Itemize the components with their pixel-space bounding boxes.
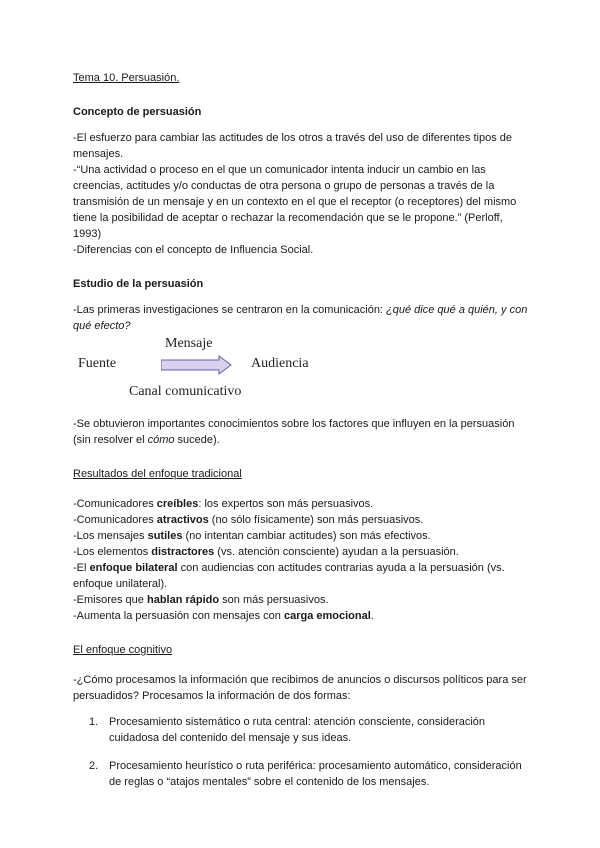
item-keyword: creíbles bbox=[156, 498, 199, 510]
item-text: : los expertos son más persuasivos. bbox=[198, 498, 374, 510]
estudio-2-before: -Se obtuvieron importantes conocimientos sobre los factores que influyen en la persuasión (sin resolver el bbox=[73, 418, 515, 446]
heading-cognitivo: El enfoque cognitivo bbox=[73, 644, 173, 656]
item-keyword: carga emocional bbox=[283, 610, 371, 622]
heading-estudio: Estudio de la persuasión bbox=[73, 278, 204, 290]
item-text: (no sólo físicamente) son más persuasivos. bbox=[208, 514, 424, 526]
estudio-1-question: ¿qué dice qué a quién, y con qué efecto? bbox=[73, 304, 528, 332]
estudio-2-after: sucede). bbox=[174, 434, 220, 446]
list-item bbox=[73, 544, 533, 560]
item-text: . bbox=[370, 610, 374, 622]
item-keyword: sutiles bbox=[147, 530, 183, 542]
item-text: -Comunicadores bbox=[73, 514, 157, 526]
paragraph-concepto-1: -El esfuerzo para cambiar las actitudes de los otros a través del uso de diferentes tipos de mensajes. bbox=[73, 132, 513, 160]
paragraph-cognitivo-1: -¿Cómo procesamos la información que recibimos de anuncios o discursos políticos para ser persuadidos? Procesamos la información de dos formas: bbox=[73, 674, 527, 702]
list-item bbox=[73, 512, 533, 528]
paragraph-estudio-2 bbox=[73, 416, 533, 448]
diagram-label-fuente: Fuente bbox=[78, 356, 117, 371]
communication-diagram bbox=[73, 336, 533, 408]
paragraph-concepto-2: -“Una actividad o proceso en el que un comunicador intenta inducir un cambio en las creencias, actitudes y/o conductas de otra persona o grupo de personas a través de la transmisión de un mensaje y en un contexto en el que el receptor (o receptores) del mismo tiene la posibilidad de aceptar o rechazar la recomendación que se le propone.” (Perloff, 1993) bbox=[73, 164, 517, 240]
item-text: -Emisores que bbox=[73, 594, 147, 606]
item-text: -El bbox=[73, 562, 90, 574]
list-number: 1. bbox=[89, 716, 99, 728]
estudio-1-text: -Las primeras investigaciones se centraron en la comunicación: bbox=[73, 304, 387, 316]
item-text: (vs. atención consciente) ayudan a la persuasión. bbox=[214, 546, 459, 558]
item-keyword: distractores bbox=[151, 546, 215, 558]
list-item-text: Procesamiento sistemático o ruta central: atención consciente, consideración cuidadosa del contenido del mensaje y sus ideas. bbox=[109, 716, 486, 744]
numbered-list-item bbox=[73, 714, 533, 746]
arrow-icon bbox=[161, 355, 233, 375]
document-body bbox=[73, 70, 533, 802]
diagram-label-mensaje: Mensaje bbox=[165, 336, 213, 351]
item-text: -Comunicadores bbox=[73, 498, 157, 510]
paragraph-concepto-3: -Diferencias con el concepto de Influencia Social. bbox=[73, 244, 314, 256]
cognitivo-numbered-list bbox=[73, 714, 533, 790]
item-text: (no intentan cambiar actitudes) son más efectivos. bbox=[182, 530, 431, 542]
item-text: son más persuasivos. bbox=[219, 594, 329, 606]
heading-concepto: Concepto de persuasión bbox=[73, 106, 202, 118]
paragraph-estudio-1 bbox=[73, 302, 533, 334]
list-item bbox=[73, 528, 533, 544]
item-text: con audiencias con actitudes contrarias ayuda a la persuasión (vs. enfoque unilateral). bbox=[73, 562, 505, 590]
item-keyword: atractivos bbox=[156, 514, 209, 526]
tradicional-list bbox=[73, 496, 533, 624]
item-text: -Aumenta la persuasión con mensajes con bbox=[73, 610, 284, 622]
list-item bbox=[73, 592, 533, 608]
numbered-list-item bbox=[73, 758, 533, 790]
list-item bbox=[73, 496, 533, 512]
list-item-text: Procesamiento heurístico o ruta periférica: procesamiento automático, consideración de reglas o “atajos mentales” sobre el contenido de los mensajes. bbox=[109, 760, 522, 788]
document-title: Tema 10. Persuasión. bbox=[73, 72, 180, 84]
item-keyword: hablan rápido bbox=[146, 594, 220, 606]
list-number: 2. bbox=[89, 760, 99, 772]
list-item bbox=[73, 560, 533, 592]
diagram-label-canal: Canal comunicativo bbox=[129, 384, 242, 399]
item-text: -Los mensajes bbox=[73, 530, 148, 542]
heading-tradicional: Resultados del enfoque tradicional bbox=[73, 468, 242, 480]
item-keyword: enfoque bilateral bbox=[89, 562, 178, 574]
estudio-2-italic: cómo bbox=[147, 434, 175, 446]
list-item bbox=[73, 608, 533, 624]
item-text: -Los elementos bbox=[73, 546, 152, 558]
diagram-label-audiencia: Audiencia bbox=[251, 356, 309, 371]
